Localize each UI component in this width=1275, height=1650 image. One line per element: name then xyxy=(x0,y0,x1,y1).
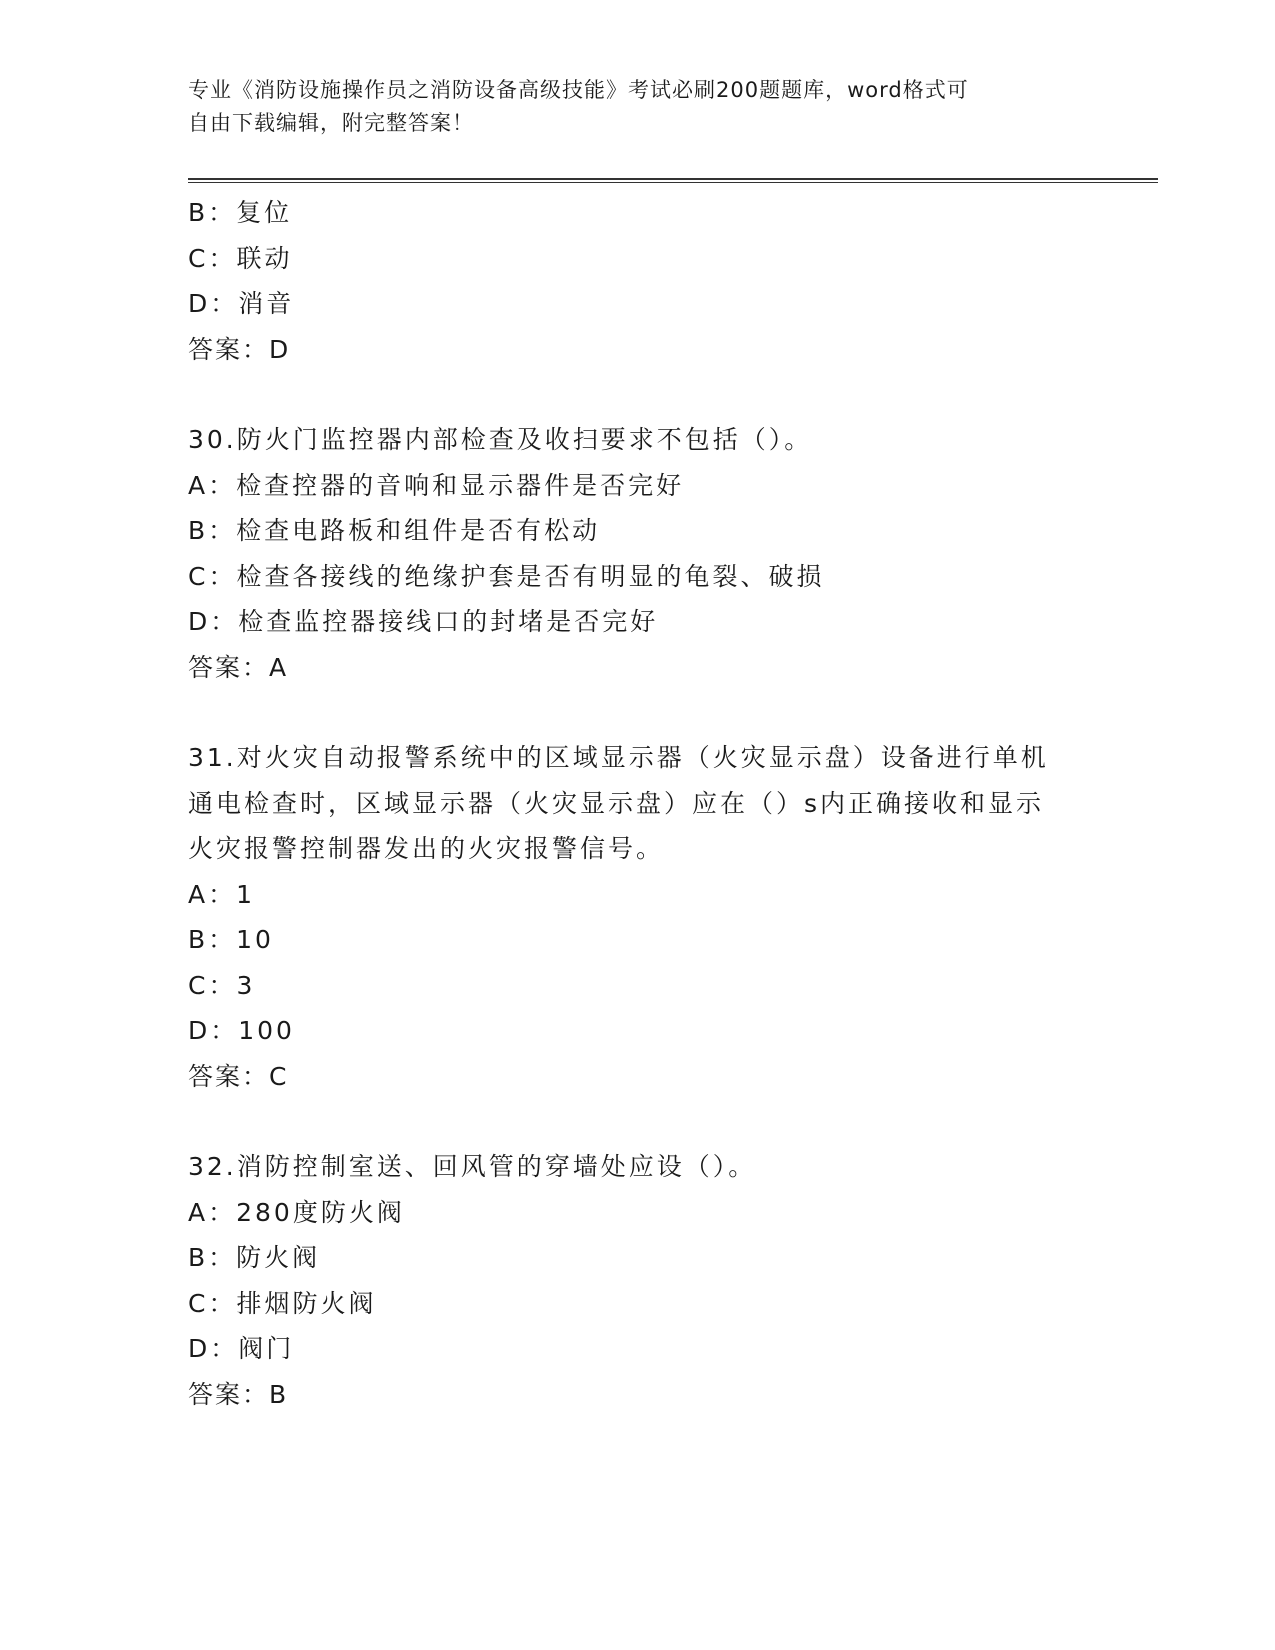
question-list xyxy=(188,190,1088,1417)
header-line-1: 专业《消防设施操作员之消防设备高级技能》考试必刷200题题库，word格式可 xyxy=(188,78,969,102)
answer-line: 答案：C xyxy=(188,1061,289,1091)
option: B：防火阀 xyxy=(188,1243,321,1272)
header-line-2: 自由下载编辑，附完整答案！ xyxy=(188,111,474,135)
answer-line: 答案：D xyxy=(188,334,291,364)
answer-line: 答案：B xyxy=(188,1379,289,1409)
question-stem-line: 火灾报警控制器发出的火灾报警信号。 xyxy=(188,834,665,863)
question-30 xyxy=(188,417,1088,690)
option: B：检查电路板和组件是否有松动 xyxy=(188,516,601,545)
document-header xyxy=(188,74,1088,140)
option: C：排烟防火阀 xyxy=(188,1288,377,1318)
option: A：1 xyxy=(188,879,256,909)
option: C：检查各接线的绝缘护套是否有明显的龟裂、破损 xyxy=(188,561,825,591)
question-32 xyxy=(188,1144,1088,1417)
partial-question xyxy=(188,190,1088,372)
option: D：阀门 xyxy=(188,1334,295,1363)
question-31 xyxy=(188,735,1088,1099)
option: B：10 xyxy=(188,925,274,954)
question-stem: 30.防火门监控器内部检查及收扫要求不包括（）。 xyxy=(188,425,813,454)
option: B：复位 xyxy=(188,198,293,227)
option: A：280度防火阀 xyxy=(188,1197,405,1227)
answer-line: 答案：A xyxy=(188,652,289,682)
option: C：联动 xyxy=(188,243,293,273)
question-stem-line: 通电检查时，区域显示器（火灾显示盘）应在（）s内正确接收和显示 xyxy=(188,788,1045,818)
question-stem-line: 31.对火灾自动报警系统中的区域显示器（火灾显示盘）设备进行单机 xyxy=(188,743,1049,772)
question-stem: 32.消防控制室送、回风管的穿墙处应设（）。 xyxy=(188,1152,757,1181)
option: A：检查控器的音响和显示器件是否完好 xyxy=(188,470,685,500)
option: C：3 xyxy=(188,970,256,1000)
header-divider xyxy=(188,178,1158,183)
option: D：消音 xyxy=(188,289,295,318)
option: D：100 xyxy=(188,1016,295,1045)
option: D：检查监控器接线口的封堵是否完好 xyxy=(188,607,659,636)
